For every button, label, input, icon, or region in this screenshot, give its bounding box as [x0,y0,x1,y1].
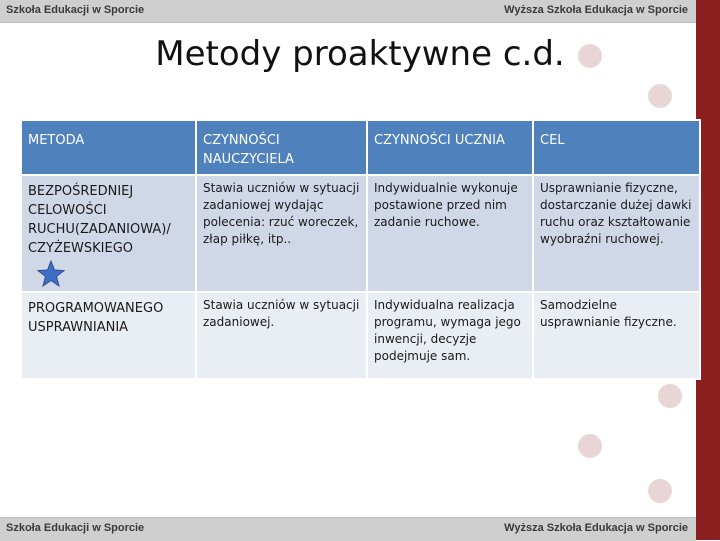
footer-right-text: Wyższa Szkoła Edukacja w Sporcie [504,522,688,534]
table-cell: Indywidualnie wykonuje postawione przed nim zadanie ruchowe. [367,175,533,292]
table-row [21,292,700,379]
table-cell: Stawia uczniów w sytuacji zadaniowej. [196,292,367,379]
header-cell: CZYNNOŚCI UCZNIA [367,120,533,175]
star-icon [36,259,66,289]
methods-table [20,119,701,380]
footer-left-text: Szkoła Edukacji w Sporcie [6,522,145,534]
header-right-text: Wyższa Szkoła Edukacja w Sporcie [504,4,688,16]
table-cell: Indywidualna realizacja programu, wymaga jego inwencji, decyzje podejmuje sam. [367,292,533,379]
header-left-text: Szkoła Edukacji w Sporcie [6,4,145,16]
table-cell: PROGRAMOWANEGO USPRAWNIANIA [21,292,196,379]
bottom-bar [0,517,696,541]
top-bar [0,0,696,23]
header-cell: METODA [21,120,196,175]
table-cell: Samodzielne usprawnianie fizyczne. [533,292,700,379]
table-header-row [21,120,700,175]
header-cell: CEL [533,120,700,175]
slide-title: Metody proaktywne c.d. [155,34,565,74]
table-cell: Stawia uczniów w sytuacji zadaniowej wydając polecenia: rzuć woreczek, złap piłkę, itp.. [196,175,367,292]
table-row [21,175,700,292]
table-cell: Usprawnianie fizyczne, dostarczanie dużej dawki ruchu oraz kształtowanie wyobraźni ruchowej. [533,175,700,292]
table-cell: BEZPOŚREDNIEJ CELOWOŚCI RUCHU(ZADANIOWA)/ CZYŻEWSKIEGO [21,175,196,292]
header-cell: CZYNNOŚCI NAUCZYCIELA [196,120,367,175]
